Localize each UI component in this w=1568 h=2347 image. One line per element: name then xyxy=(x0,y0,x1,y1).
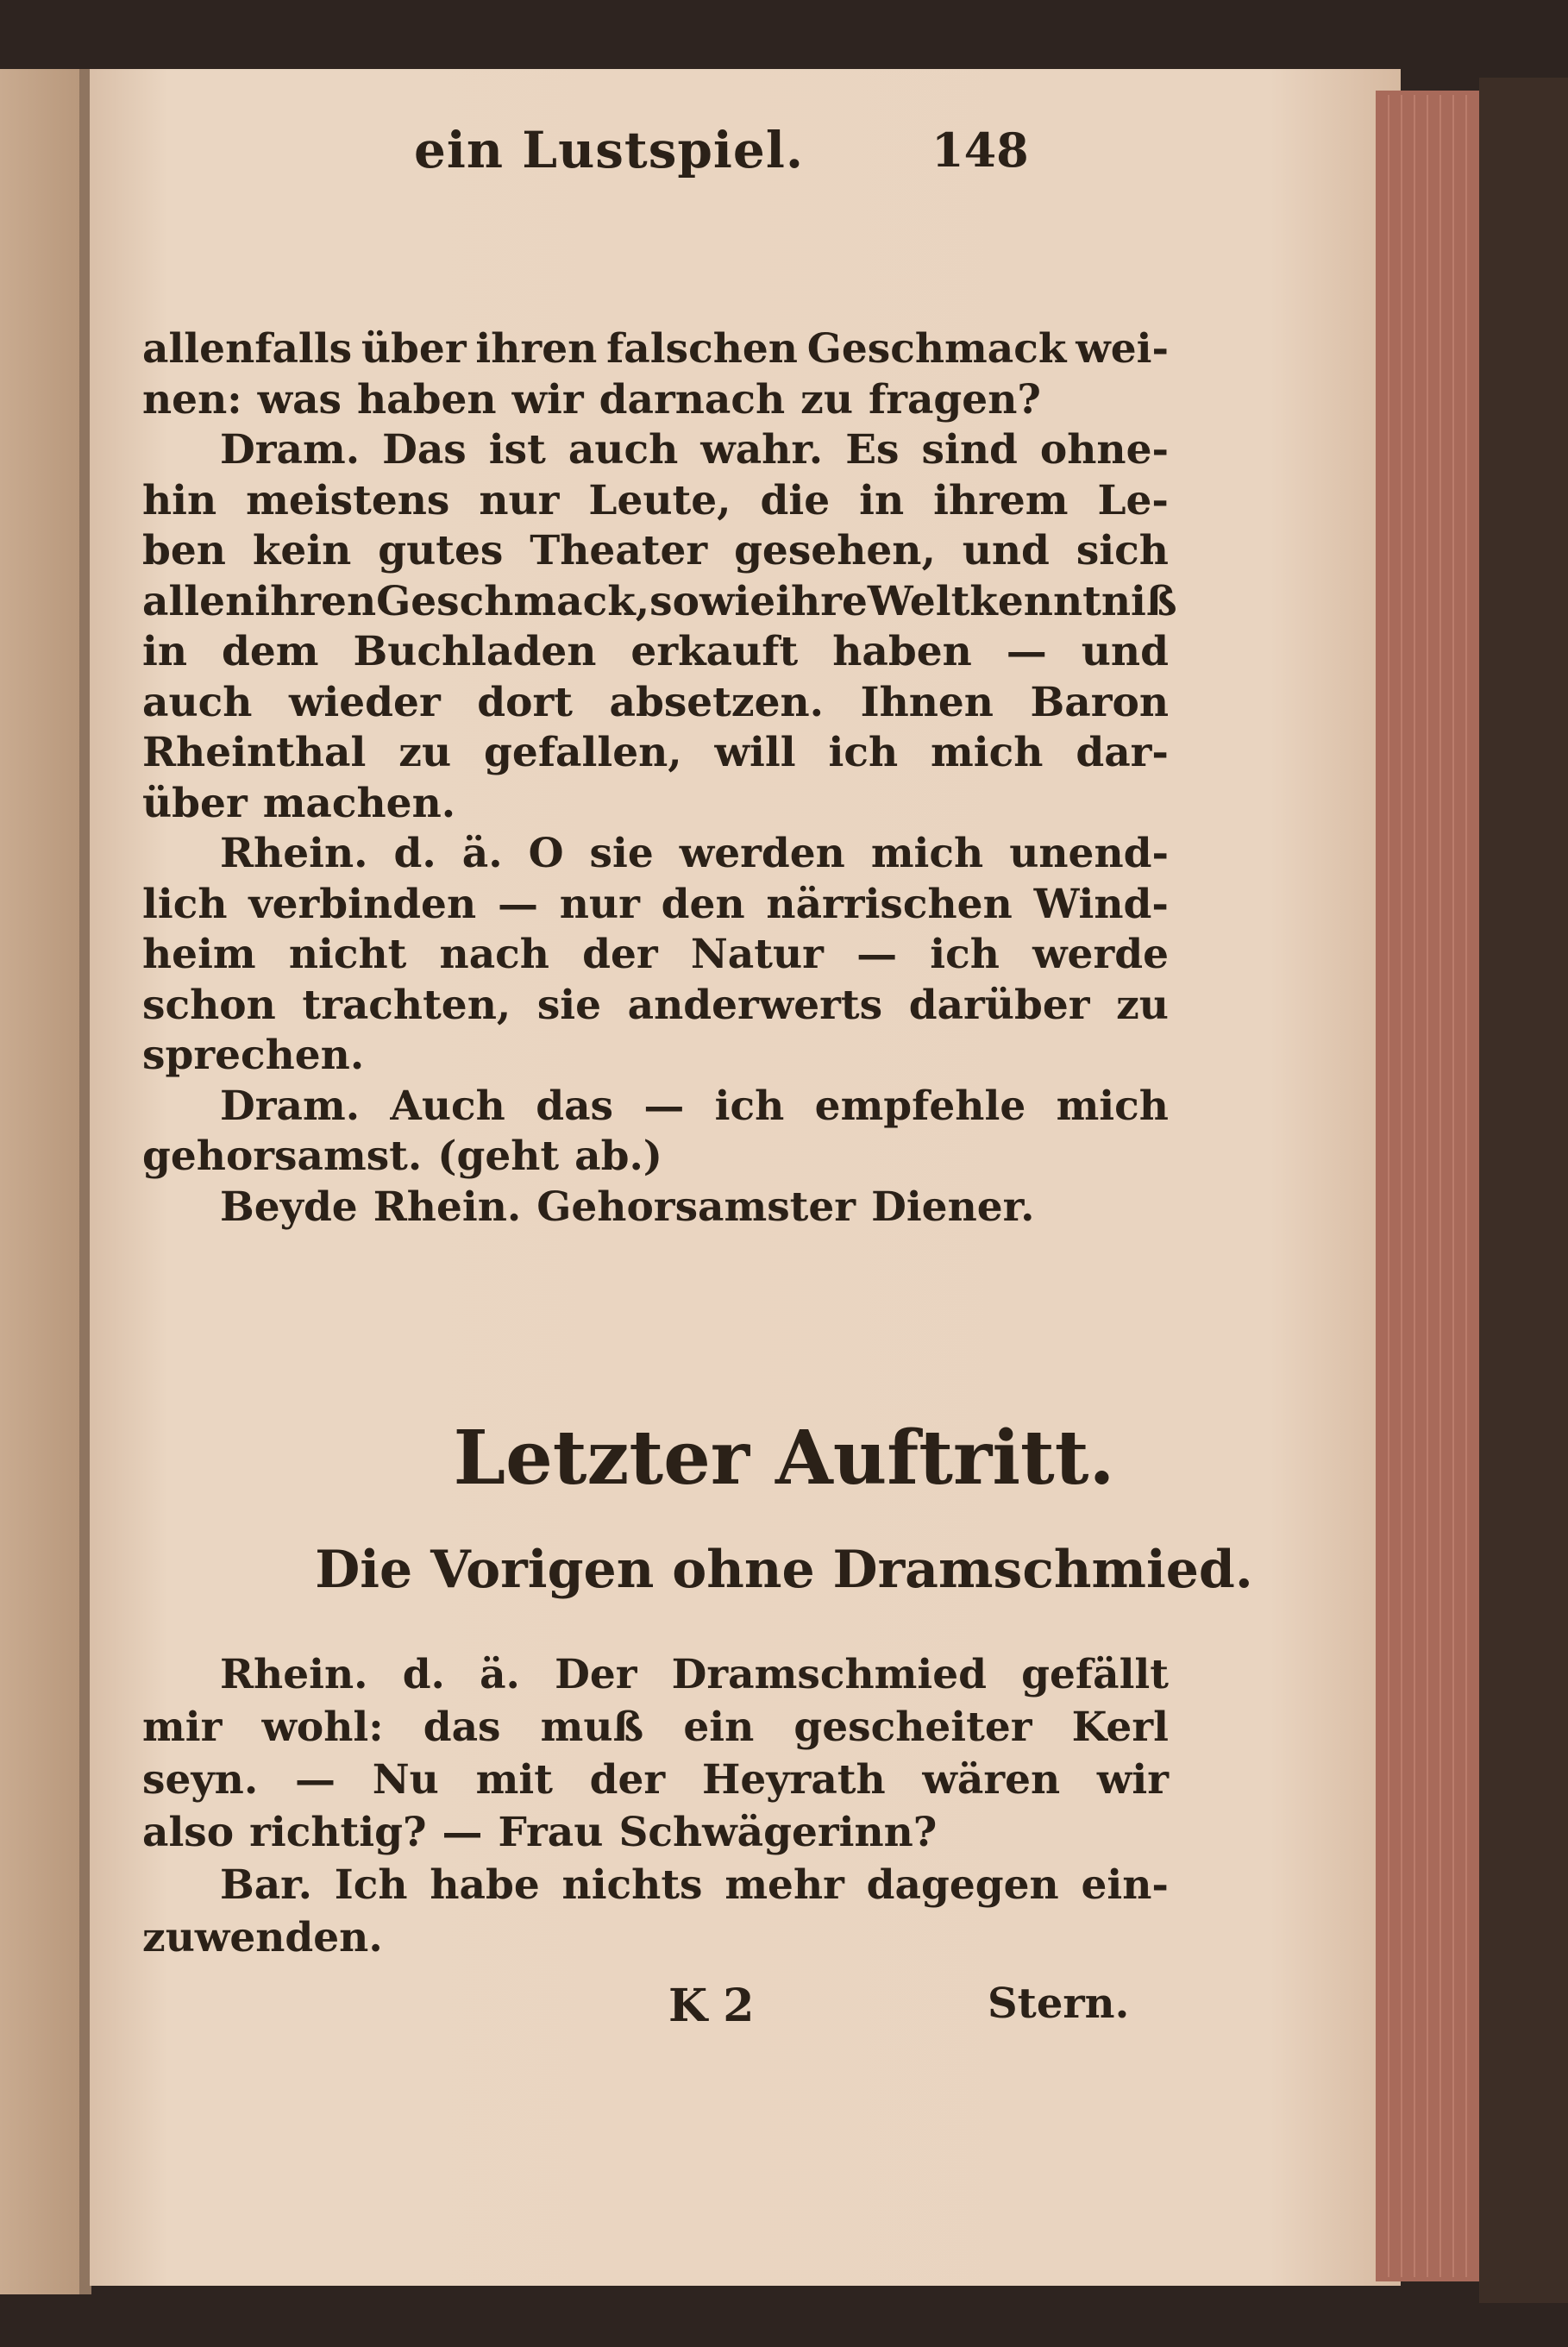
text-line: mir wohl: das muß ein gescheiter Kerl xyxy=(142,1704,1169,1751)
text-line: zuwenden. xyxy=(142,1914,383,1961)
text-line: Rhein. d. ä. Der Dramschmied gefällt xyxy=(220,1651,1169,1698)
text-line: in dem Buchladen erkauft haben — und xyxy=(142,628,1169,675)
text-line: Beyde Rhein. Gehorsamster Diener. xyxy=(220,1183,1035,1231)
running-header-title: ein Lustspiel. xyxy=(414,121,805,179)
page-gutter xyxy=(79,69,91,2294)
text-line: allenfalls über ihren falschen Geschmack wei- xyxy=(142,325,1169,373)
text-line: auch wieder dort absetzen. Ihnen Baron xyxy=(142,678,1169,726)
signature-mark: K 2 xyxy=(668,1980,755,2032)
text-line: seyn. — Nu mit der Heyrath wären wir xyxy=(142,1756,1169,1804)
text-line: Dram. Das ist auch wahr. Es sind ohne- xyxy=(220,426,1169,474)
text-line: Rhein. d. ä. O sie werden mich unend- xyxy=(220,830,1169,877)
text-line: ben kein gutes Theater gesehen, und sich xyxy=(142,527,1169,574)
text-line: allen ihren Geschmack, so wie ihre Weltkenntniß xyxy=(142,577,1177,625)
text-line: Dram. Auch das — ich empfehle mich xyxy=(220,1082,1169,1130)
text-line: lich verbinden — nur den närrischen Wind- xyxy=(142,880,1169,928)
text-line: nen: was haben wir darnach zu fragen? xyxy=(142,375,1041,424)
scene-title: Letzter Auftritt. xyxy=(453,1415,1115,1502)
text-line: also richtig? — Frau Schwägerinn? xyxy=(142,1809,938,1856)
left-page-edge xyxy=(0,69,82,2294)
catchword: Stern. xyxy=(988,1980,1130,2028)
text-line: sprechen. xyxy=(142,1032,365,1079)
text-line: Bar. Ich habe nichts mehr dagegen ein- xyxy=(220,1861,1169,1909)
text-line: über machen. xyxy=(142,779,456,827)
scene-subtitle: Die Vorigen ohne Dramschmied. xyxy=(315,1540,1253,1600)
text-line: Rheinthal zu gefallen, will ich mich dar- xyxy=(142,729,1169,776)
page-number: 148 xyxy=(931,122,1029,178)
back-cover-board xyxy=(1479,78,1568,2303)
text-line: gehorsamst. (geht ab.) xyxy=(142,1133,663,1180)
text-line: heim nicht nach der Natur — ich werde xyxy=(142,931,1169,978)
text-line: hin meistens nur Leute, die in ihrem Le- xyxy=(142,476,1169,524)
text-line: schon trachten, sie anderwerts darüber zu xyxy=(142,981,1169,1029)
